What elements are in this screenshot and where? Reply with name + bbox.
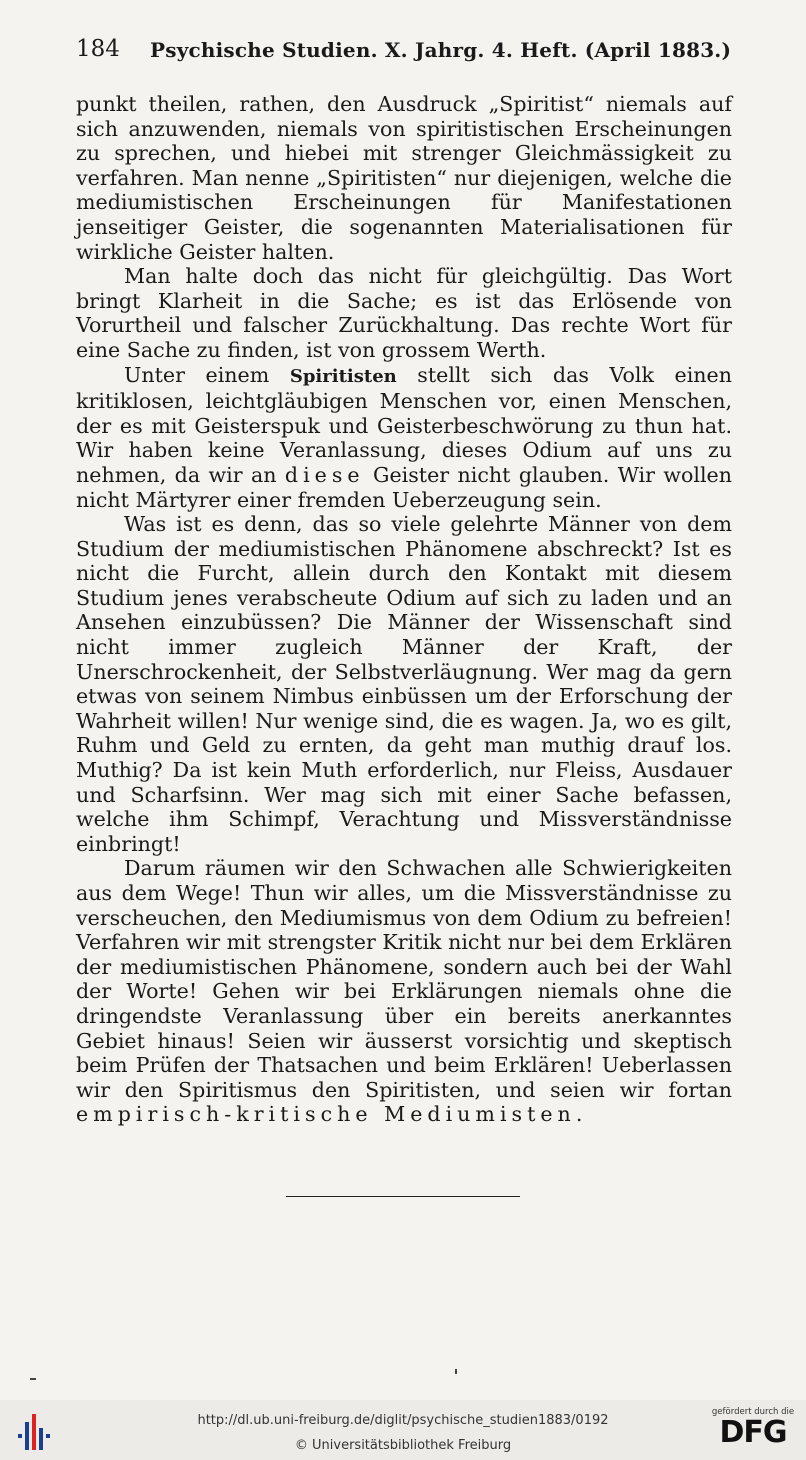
page-number: 184 [76, 36, 120, 62]
dfg-funding-label: gefördert durch die [711, 1407, 795, 1417]
paragraph-3-post: Geister nicht glauben. Wir wollen nicht Märtyrer einer fremden Ueberzeugung sein. [76, 462, 732, 512]
scan-speck [30, 1378, 36, 1380]
running-title: Psychische Studien. X. Jahrg. 4. Heft. (April 1883.) [150, 38, 732, 62]
scan-speck [455, 1369, 457, 1374]
paragraph-3 [76, 363, 732, 513]
spaced-phrase-empirisch-kritische: empirisch-kritische Mediumisten. [76, 1102, 588, 1127]
paragraph-3-pre: Unter einem [124, 362, 290, 387]
permalink-url[interactable]: http://dl.ub.uni-freiburg.de/diglit/psychische_studien1883/0192 [197, 1413, 609, 1428]
dfg-logo-icon[interactable] [708, 1407, 798, 1455]
spaced-word-diese: diese [284, 462, 365, 487]
dfg-wordmark: DFG [719, 1415, 787, 1450]
viewer-footer [0, 1400, 806, 1460]
bold-term-spiritisten: Spiritisten [289, 365, 397, 387]
paragraph-2: Man halte doch das nicht für gleichgültig. Das Wort bringt Klarheit in die Sache; es ist das Erlösende von Vorurtheil und falscher Zurückhaltung. Das rechte Wort für eine Sache zu finden, ist von grossem Werth. [76, 264, 732, 362]
body-text [76, 92, 732, 1127]
paragraph-5-pre: Darum räumen wir den Schwachen alle Schwierigkeiten aus dem Wege! Thun wir alles, um die Missverständnisse zu verscheuchen, den Mediumismus von dem Odium zu befreien! Verfahren wir mit strengster Kritik nicht nur bei dem Erklären der mediumistischen Phänomene, sondern auch bei der Wahl der Worte! Gehen wir bei Erklärungen niemals ohne die dringendste Veranlassung über ein bereits anerkanntes Gebiet hinaus! Seien wir äusserst vorsichtig und skeptisch beim Prüfen der Thatsachen und beim Erklären! Ueberlassen wir den Spiritismus den Spiritisten, und seien wir fortan [76, 856, 732, 1102]
paragraph-3-mid: stellt sich das Volk einen kritiklosen, leichtgläubigen Menschen vor, einen Menschen, der es mit Geisterspuk und Geisterbeschwörung zu thun hat. Wir haben keine Veranlassung, dieses Odium auf uns zu nehmen, da wir an [76, 362, 733, 487]
section-end-rule [286, 1196, 520, 1197]
paragraph-5 [76, 856, 732, 1127]
paragraph-1: punkt theilen, rathen, den Ausdruck „Spiritist“ niemals auf sich anzuwenden, niemals von spiritistischen Erscheinungen zu sprechen, und hiebei mit strenger Gleichmässigkeit zu verfahren. Man nenne „Spiritisten“ nur diejenigen, welche die mediumistischen Erscheinungen für Manifestationen jenseitiger Geister, die sogenannten Materialisationen für wirkliche Geister halten. [76, 92, 732, 264]
copyright-notice: © Universitätsbibliothek Freiburg [294, 1438, 512, 1453]
paragraph-4: Was ist es denn, das so viele gelehrte Männer von dem Studium der mediumistischen Phänomene abschreckt? Ist es nicht die Furcht, allein durch den Kontakt mit diesem Studium jenes verabscheute Odium auf sich zu laden und an Ansehen einzubüssen? Die Männer der Wissenschaft sind nicht immer zugleich Männer der Kraft, der Unerschrockenheit, der Selbstverläugnung. Wer mag da gern etwas von seinem Nimbus einbüssen um der Erforschung der Wahrheit willen! Nur wenige sind, die es wagen. Ja, wo es gilt, Ruhm und Geld zu ernten, da geht man muthig drauf los. Muthig? Da ist kein Muth erforderlich, nur Fleiss, Ausdauer und Scharfsinn. Wer mag sich mit einer Sache befassen, welche ihm Schimpf, Verachtung und Missverständnisse einbringt! [76, 512, 732, 856]
page-header [76, 36, 736, 68]
